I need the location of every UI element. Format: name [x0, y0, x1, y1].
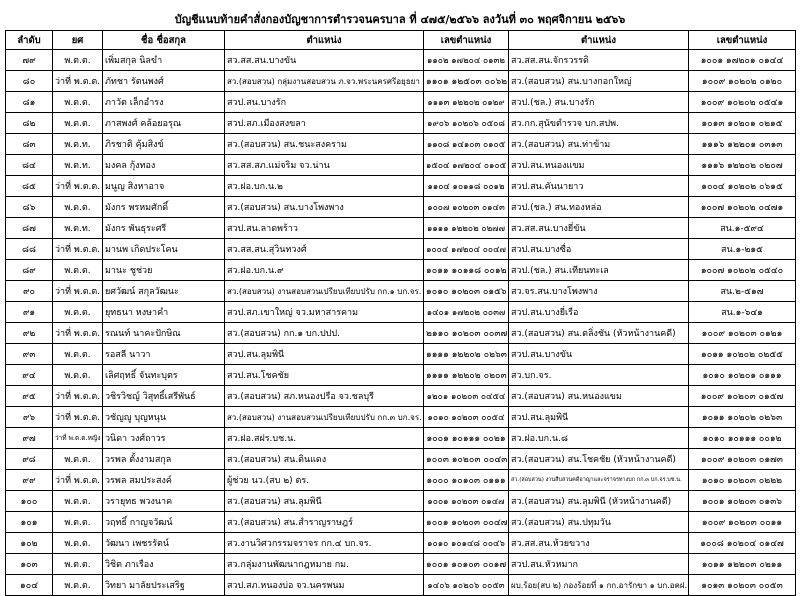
new-position-cell: สว.(สอบสวน) สน.ตลิ่งชัน (หัวหน้างานคดี)	[509, 323, 689, 344]
new-position-number-cell: ๑๐๑๐ ๑๐๑๑๑ ๐๐๑๒	[689, 428, 796, 449]
table-row	[6, 176, 796, 197]
row-number: ๙๖	[6, 407, 53, 428]
position-number-cell: ๑๒๐๑ ๑๐๒๐๓ ๐๔๕๔	[424, 386, 509, 407]
table-row	[6, 554, 796, 575]
position-cell: สว.(สอบสวน) สน.ลุมพินี	[225, 491, 424, 512]
new-position-number-cell: สน.๒-๕๑๗	[689, 281, 796, 302]
position-number-cell: ๑๐๐๑ ๑๐๑๑๑ ๐๐๒๑	[424, 428, 509, 449]
row-number: ๑๐๓	[6, 554, 53, 575]
rank-cell: ว่าที่ พ.ต.ต.	[53, 239, 103, 260]
table-header-row	[6, 31, 796, 50]
table-row	[6, 491, 796, 512]
rank-cell: พ.ต.ท.	[53, 218, 103, 239]
table-row	[6, 92, 796, 113]
position-cell: สว.(สอบสวน) กลุ่มงานสอบสวน ภ.จว.พระนครศรีอยุธยา	[225, 71, 424, 92]
new-position-cell: สว.(สอบสวน) สน.ปทุมวัน	[509, 512, 689, 533]
header-new-position: ตำแหน่ง	[509, 31, 689, 50]
position-number-cell: ๑๑๐๒ ๑๗๒๐๔ ๐๑๓๒	[424, 50, 509, 71]
table-row	[6, 281, 796, 302]
rank-cell: ว่าที่ พ.ต.ต.	[53, 407, 103, 428]
new-position-number-cell: ๑๐๑๑ ๑๐๒๐๒ ๐๒๖๓	[689, 407, 796, 428]
row-number: ๑๐๐	[6, 491, 53, 512]
rank-cell: พ.ต.ต.	[53, 92, 103, 113]
position-cell: สว.ฝอ.บก.น.๒	[225, 176, 424, 197]
header-new-position-number: เลขตำแหน่ง	[689, 31, 796, 50]
position-number-cell: ๑๐๐๓ ๑๐๒๐๓ ๐๐๔๓	[424, 449, 509, 470]
name-cell: มนูญ สิงหาอาจ	[103, 176, 225, 197]
new-position-cell: สวป.สน.บางยี่เรือ	[509, 302, 689, 323]
position-cell: ผู้ช่วย นว.(สบ ๒) ตร.	[225, 470, 424, 491]
document-title: บัญชีแนบท้ายคำสั่งกองบัญชาการตำรวจนครบาล ที่ ๔๗๕/๒๕๖๖ ลงวันที่ ๓๐ พฤศจิกายน ๒๕๖๖	[174, 13, 626, 26]
position-number-cell: ๑๐๐๐ ๑๐๑๐๓ ๐๑๑๑	[424, 470, 509, 491]
new-position-cell: สว.(สอบสวน) สน.โชคชัย (หัวหน้างานคดี)	[509, 449, 689, 470]
name-cell: ยุทธนา หงษาคำ	[103, 302, 225, 323]
new-position-number-cell: ๑๑๑๖ ๑๒๒๐๑ ๐๓๑๓	[689, 134, 796, 155]
table-row	[6, 575, 796, 596]
rank-cell: พ.ต.ต.	[53, 575, 103, 596]
position-number-cell: ๒๑๑๐ ๑๐๒๐๓ ๐๐๓๗	[424, 323, 509, 344]
new-position-number-cell: ๑๐๐๙ ๑๐๒๐๒ ๐๑๒๐	[689, 71, 796, 92]
name-cell: มังกร พันธุระศรี	[103, 218, 225, 239]
new-position-number-cell: ๑๐๐๗ ๑๐๒๐๒ ๐๕๔๐	[689, 260, 796, 281]
new-position-cell: สวป.สน.หนองแขม	[509, 155, 689, 176]
rank-cell: พ.ต.ท.	[53, 155, 103, 176]
header-name: ชื่อ ชื่อสกุล	[103, 31, 225, 50]
new-position-number-cell: ๑๐๐๑ ๑๐๒๐๓ ๐๑๓๖	[689, 491, 796, 512]
position-number-cell: ๑๐๑๐ ๑๐๒๐๓ ๐๐๕๔	[424, 407, 509, 428]
row-number: ๘๑	[6, 92, 53, 113]
new-position-number-cell: สน.๑-๖๔๑	[689, 302, 796, 323]
name-cell: ยศวัฒน์ สกุลวัฒนะ	[103, 281, 225, 302]
row-number: ๘๔	[6, 155, 53, 176]
position-cell: สว.(สอบสวน) สน.บางโพงพาง	[225, 197, 424, 218]
rank-cell: พ.ต.ต.	[53, 302, 103, 323]
table-row	[6, 428, 796, 449]
row-number: ๙๕	[6, 386, 53, 407]
position-number-cell: ๑๐๑๑ ๑๐๑๑๘ ๐๐๑๒	[424, 260, 509, 281]
name-cell: รอสลี นาวา	[103, 344, 225, 365]
rank-cell: พ.ต.ท.	[53, 134, 103, 155]
table-row	[6, 407, 796, 428]
table-row	[6, 71, 796, 92]
name-cell: วชัญญู บุญหนุน	[103, 407, 225, 428]
table-row	[6, 50, 796, 71]
position-cell: สว.กลุ่มงานพัฒนากฎหมาย กม.	[225, 554, 424, 575]
header-rank: ยศ	[53, 31, 103, 50]
position-number-cell: ๑๔๐๖ ๑๐๒๐๖ ๐๐๕๓	[424, 575, 509, 596]
rank-cell: พ.ต.ต.	[53, 365, 103, 386]
personnel-table	[5, 30, 796, 596]
new-position-cell: สวป.สน.หัวหมาก	[509, 554, 689, 575]
position-number-cell: ๑๙๐๖ ๑๐๒๐๖ ๐๕๐๘	[424, 113, 509, 134]
position-cell: สวป.สภ.หนองบ่อ จว.นครพนม	[225, 575, 424, 596]
position-cell: สวป.สน.ลุมพินี	[225, 344, 424, 365]
rank-cell: พ.ต.ต.	[53, 344, 103, 365]
position-cell: สว.(สอบสวน) กก.๑ บก.ปปป.	[225, 323, 424, 344]
new-position-cell: สว.(สอบสวน) งานสืบสวนคดีอาญาและจราจรทางบก กก.๓ บก.จร.บช.น.	[509, 470, 689, 491]
row-number: ๙๗	[6, 428, 53, 449]
row-number: ๘๓	[6, 134, 53, 155]
position-cell: สวป.สภ.เมืองสงขลา	[225, 113, 424, 134]
name-cell: วรายุทธ พวงนาค	[103, 491, 225, 512]
rank-cell: ว่าที่ พ.ต.ต.	[53, 281, 103, 302]
table-row	[6, 197, 796, 218]
new-position-number-cell: ๑๐๐๔ ๑๐๒๐๒ ๐๖๑๕	[689, 176, 796, 197]
position-number-cell: ๑๐๐๔ ๑๗๒๐๔ ๐๐๔๗	[424, 239, 509, 260]
position-number-cell: ๑๐๑๐ ๑๐๑๔๘ ๐๐๔๖	[424, 533, 509, 554]
position-number-cell: ๑๑๐๔ ๑๐๑๑๘ ๐๐๑๒	[424, 176, 509, 197]
row-number: ๙๑	[6, 302, 53, 323]
new-position-cell: สว.บก.จร.	[509, 365, 689, 386]
row-number: ๘๒	[6, 113, 53, 134]
position-number-cell: ๑๑๑๓ ๑๒๒๐๒ ๐๑๒๙	[424, 92, 509, 113]
new-position-number-cell: ๑๐๐๙ ๑๐๒๐๓ ๐๑๒๑	[689, 323, 796, 344]
new-position-cell: สว.กก.สุนัขตำรวจ บก.สปพ.	[509, 113, 689, 134]
table-row	[6, 470, 796, 491]
new-position-cell: ผบ.ร้อย(สบ ๒) กองร้อยที่ ๑ กก.อารักขา ๑ บก.อคฝ.	[509, 575, 689, 596]
rank-cell: พ.ต.ต.	[53, 113, 103, 134]
new-position-cell: สว.จร.สน.บางโพงพาง	[509, 281, 689, 302]
row-number: ๙๐	[6, 281, 53, 302]
position-cell: สว.(สอบสวน) งานสอบสวนเปรียบเทียบปรับ กก.๓ บก.จร.	[225, 407, 424, 428]
new-position-cell: สวป.สน.บางขัน	[509, 344, 689, 365]
row-number: ๙๘	[6, 449, 53, 470]
position-number-cell: ๑๐๐๗ ๑๐๒๐๓ ๐๑๔๓	[424, 197, 509, 218]
position-cell: สว.(สอบสวน) งานสอบสวนเปรียบเทียบปรับ กก.๑ บก.จร.	[225, 281, 424, 302]
name-cell: วิทยา มาลัยประเสริฐ	[103, 575, 225, 596]
new-position-cell: สวป.(ชล.) สน.บางรัก	[509, 92, 689, 113]
position-number-cell: ๑๕๐๔ ๑๗๒๐๔ ๐๑๐๕	[424, 155, 509, 176]
new-position-number-cell: สน.๑-๕๙๔	[689, 218, 796, 239]
new-position-number-cell: ๑๐๐๙ ๑๐๒๐๓ ๐๑๗๓	[689, 449, 796, 470]
position-cell: สว.งานวิศวกรรมจราจร กก.๔ บก.จร.	[225, 533, 424, 554]
new-position-number-cell: ๑๐๑๑ ๑๐๒๐๒ ๐๒๕๕	[689, 344, 796, 365]
new-position-cell: สว.(สอบสวน) สน.ท่าข้าม	[509, 134, 689, 155]
position-number-cell: ๑๑๑๑ ๑๒๒๐๒ ๐๒๐๓	[424, 365, 509, 386]
position-cell: สว.(สอบสวน) สน.ชนะสงคราม	[225, 134, 424, 155]
new-position-number-cell: ๑๐๑๐ ๑๐๒๐๑ ๐๑๑๑	[689, 365, 796, 386]
rank-cell: ว่าที่ พ.ต.ต.หญิง	[53, 428, 103, 449]
position-cell: สวป.สน.บางรัก	[225, 92, 424, 113]
position-cell: สวป.สน.ลาดพร้าว	[225, 218, 424, 239]
new-position-number-cell: ๑๐๐๘ ๑๐๒๐๔ ๐๑๔๗	[689, 533, 796, 554]
name-cell: วฤทธิ์ กาญจวัฒน์	[103, 512, 225, 533]
name-cell: มานพ เกิดประโคน	[103, 239, 225, 260]
new-position-number-cell: ๑๐๐๙ ๑๐๒๐๓ ๐๑๕๗	[689, 386, 796, 407]
name-cell: วรพล ตั้งงามสกุล	[103, 449, 225, 470]
new-position-cell: สวป.สน.บางซื่อ	[509, 239, 689, 260]
table-row	[6, 344, 796, 365]
row-number: ๘๐	[6, 71, 53, 92]
new-position-number-cell: สน.๑-๒๑๕	[689, 239, 796, 260]
name-cell: รณนท์ นาคะปักษิณ	[103, 323, 225, 344]
new-position-cell: สว.(สอบสวน) สน.บางกอกใหญ่	[509, 71, 689, 92]
position-cell: สว.(สอบสวน) สน.สำราญราษฎร์	[225, 512, 424, 533]
name-cell: วนิดา วงศ์ถาวร	[103, 428, 225, 449]
rank-cell: ว่าที่ พ.ต.ต.	[53, 470, 103, 491]
new-position-number-cell: ๑๐๑๑ ๑๒๒๐๓ ๐๒๑๑	[689, 554, 796, 575]
position-cell: สวป.สภ.เขาใหญ่ จว.มหาสารคาม	[225, 302, 424, 323]
position-number-cell: ๑๔๐๑ ๑๗๒๐๒ ๐๐๓๗	[424, 302, 509, 323]
rank-cell: พ.ต.ต.	[53, 50, 103, 71]
row-number: ๘๘	[6, 239, 53, 260]
header-position: ตำแหน่ง	[225, 31, 424, 50]
name-cell: วิชิต ภาเรือง	[103, 554, 225, 575]
row-number: ๙๒	[6, 323, 53, 344]
rank-cell: ว่าที่ พ.ต.ต.	[53, 386, 103, 407]
position-cell: สว.ฝอ.บก.น.๙	[225, 260, 424, 281]
table-row	[6, 218, 796, 239]
name-cell: ภาวัต เล็กอำรง	[103, 92, 225, 113]
new-position-number-cell: ๑๐๐๗ ๑๐๒๐๒ ๐๔๗๑	[689, 197, 796, 218]
table-row	[6, 323, 796, 344]
new-position-cell: สว.สส.สน.ห้วยขวาง	[509, 533, 689, 554]
position-cell: สว.สส.สน.บางขัน	[225, 50, 424, 71]
new-position-number-cell: ๑๐๑๓ ๑๐๒๐๓ ๐๐๕๓	[689, 575, 796, 596]
table-row	[6, 302, 796, 323]
name-cell: ภิรชาติ คุ้มสิงข์	[103, 134, 225, 155]
table-row	[6, 533, 796, 554]
position-number-cell: ๑๑๐๘ ๑๔๑๐๓ ๐๑๐๕	[424, 134, 509, 155]
new-position-number-cell: ๑๐๐๙ ๑๐๒๐๓ ๐๐๑๑	[689, 512, 796, 533]
name-cell: มังกร พรหมศักดิ์	[103, 197, 225, 218]
table-row	[6, 155, 796, 176]
name-cell: มานะ ชูช่วย	[103, 260, 225, 281]
rank-cell: พ.ต.ต.	[53, 449, 103, 470]
name-cell: วัฒนา เพชรรัตน์	[103, 533, 225, 554]
rank-cell: ว่าที่ พ.ต.ต.	[53, 323, 103, 344]
position-cell: สว.สส.สภ.แม่จริม จว.น่าน	[225, 155, 424, 176]
row-number: ๘๙	[6, 260, 53, 281]
new-position-cell: สวป.สน.คันนายาว	[509, 176, 689, 197]
row-number: ๗๙	[6, 50, 53, 71]
position-number-cell: ๑๑๑๑ ๑๒๒๐๒ ๐๒๗๗	[424, 218, 509, 239]
row-number: ๘๖	[6, 197, 53, 218]
row-number: ๘๕	[6, 176, 53, 197]
rank-cell: พ.ต.ต.	[53, 197, 103, 218]
row-number: ๑๐๑	[6, 512, 53, 533]
rank-cell: ว่าที่ พ.ต.ต.	[53, 71, 103, 92]
rank-cell: พ.ต.ต.	[53, 512, 103, 533]
rank-cell: พ.ต.ต.	[53, 491, 103, 512]
table-row	[6, 449, 796, 470]
table-row	[6, 365, 796, 386]
table-row	[6, 260, 796, 281]
name-cell: มงคล กุ้งทอง	[103, 155, 225, 176]
new-position-cell: สว.สส.สน.จักรวรรดิ	[509, 50, 689, 71]
new-position-cell: สวป.(ชล.) สน.เทียนทะเล	[509, 260, 689, 281]
position-number-cell: ๑๑๑๑ ๑๒๒๐๒ ๐๒๖๓	[424, 344, 509, 365]
name-cell: เพิ่มสกุล นิลขำ	[103, 50, 225, 71]
rank-cell: พ.ต.ต.	[53, 554, 103, 575]
row-number: ๑๐๔	[6, 575, 53, 596]
new-position-cell: สว.(สอบสวน) สน.ลุมพินี (หัวหน้างานคดี)	[509, 491, 689, 512]
rank-cell: พ.ต.ต.	[53, 260, 103, 281]
row-number: ๙๓	[6, 344, 53, 365]
row-number: ๙๙	[6, 470, 53, 491]
table-row	[6, 386, 796, 407]
position-number-cell: ๑๐๐๑ ๑๐๒๐๓ ๐๑๔๗	[424, 491, 509, 512]
table-row	[6, 113, 796, 134]
new-position-cell: สวป.(ชล.) สน.ทองหล่อ	[509, 197, 689, 218]
name-cell: ภาสพงศ์ คล้อยอรุณ	[103, 113, 225, 134]
name-cell: วชิรวิชญ์ วิสุทธิ์เสรีพันธ์	[103, 386, 225, 407]
new-position-cell: สว.ฝอ.บก.น.๘	[509, 428, 689, 449]
header-no: ลำดับ	[6, 31, 53, 50]
position-cell: สว.ฝอ.สฝร.บช.น.	[225, 428, 424, 449]
new-position-number-cell: ๑๐๑๓ ๑๐๒๐๑ ๐๒๑๕	[689, 113, 796, 134]
row-number: ๙๔	[6, 365, 53, 386]
new-position-number-cell: ๑๑๑๖ ๑๒๒๐๒ ๐๒๐๗	[689, 155, 796, 176]
new-position-cell: สวป.สน.ลุมพินี	[509, 407, 689, 428]
new-position-number-cell: ๑๐๑๐ ๑๐๒๐๓ ๐๒๒๒	[689, 470, 796, 491]
name-cell: ภัทชา รัตนพงศ์	[103, 71, 225, 92]
rank-cell: ว่าที่ พ.ต.ต.	[53, 176, 103, 197]
table-row	[6, 512, 796, 533]
row-number: ๘๗	[6, 218, 53, 239]
table-row	[6, 134, 796, 155]
position-number-cell: ๑๐๐๑ ๑๐๒๐๓ ๐๐๔๗	[424, 512, 509, 533]
header-position-number: เลขตำแหน่ง	[424, 31, 509, 50]
new-position-number-cell: ๑๐๐๑ ๑๗๒๐๑ ๐๑๔๔	[689, 50, 796, 71]
position-cell: สว.สส.สน.สุวินทวงศ์	[225, 239, 424, 260]
table-row	[6, 239, 796, 260]
position-cell: สวป.สน.โชคชัย	[225, 365, 424, 386]
position-number-cell: ๑๐๑๐ ๑๐๒๐๓ ๐๑๕๖	[424, 281, 509, 302]
position-number-cell: ๑๐๐๑ ๑๐๑๐๓ ๐๐๑๗	[424, 554, 509, 575]
position-number-cell: ๑๑๐๑ ๑๒๕๐๓ ๐๐๖๒	[424, 71, 509, 92]
rank-cell: พ.ต.ต.	[53, 533, 103, 554]
new-position-cell: สว.สส.สน.บางยี่ขัน	[509, 218, 689, 239]
name-cell: เลิศฤทธิ์ จันทะบุตร	[103, 365, 225, 386]
name-cell: วรพล สมประสงค์	[103, 470, 225, 491]
new-position-cell: สว.(สอบสวน) สน.หนองแขม	[509, 386, 689, 407]
position-cell: สว.(สอบสวน) สภ.หนองปรือ จว.ชลบุรี	[225, 386, 424, 407]
new-position-number-cell: ๑๐๐๙ ๑๐๒๐๒ ๐๕๔๑	[689, 92, 796, 113]
position-cell: สว.(สอบสวน) สน.ดินแดง	[225, 449, 424, 470]
row-number: ๑๐๒	[6, 533, 53, 554]
